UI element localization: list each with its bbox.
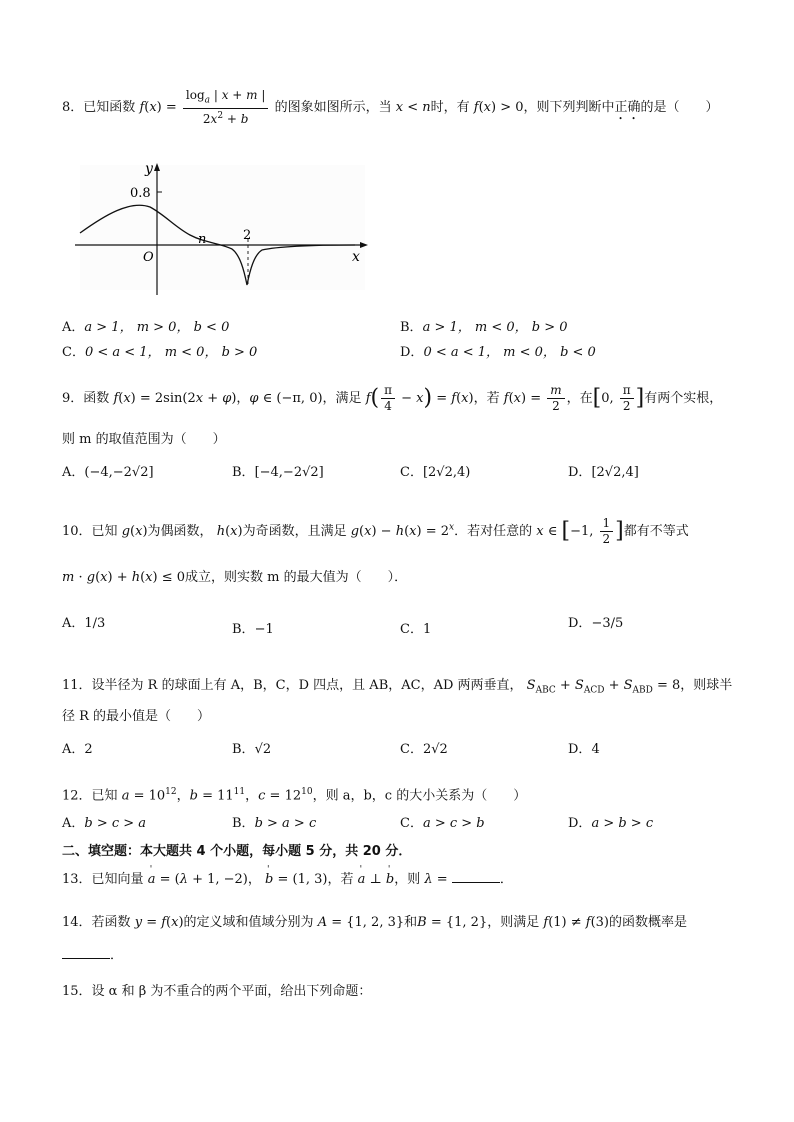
q9-option-a[interactable]: A．(−4,−2√2]: [62, 465, 154, 480]
graph-background: [80, 165, 365, 290]
q10-option-a[interactable]: A．1/3: [62, 616, 106, 631]
q10-option-b[interactable]: B．−1: [232, 622, 274, 637]
q10-stem: 10．已知 g(x)为偶函数， h(x)为奇函数，且满足 $g(x) - h(x) = 2^x$．若对任意的 x ∈ [−1, $\frac{1}{2}$ ]都有不等式: [62, 516, 689, 546]
q9-option-b[interactable]: B．[−4,−2√2]: [232, 465, 324, 480]
q15-number: 15．: [62, 984, 92, 999]
q8-option-d[interactable]: D．0 < a < 1， m < 0， b < 0: [400, 345, 596, 360]
q12-stem: 12．已知 $a = 10^{12}$，$b = 11^{11}$，$c = 12^{10}$，则 a，b，c 的大小关系为（ ）: [62, 787, 527, 804]
q8-emphasis: 正确: [614, 100, 641, 116]
q8-function-fraction: $\frac{\log_a | x + m |}{2x^2 + b}$: [183, 88, 269, 127]
q10-stem-line2: m · g(x) + h(x) ≤ 0成立，则实数 m 的最大值为（ ）．: [62, 570, 408, 585]
q13-stem: 13．已知向量 ' a = (λ + 1, −2)， ' b = (1, 3)，若 ' a ⊥ ' b，则 λ = ．: [62, 870, 513, 890]
q9-number: 9．: [62, 391, 84, 406]
section-heading-fill-in: 二、填空题：本大题共 4 个小题，每小题 5 分，共 20 分．: [62, 844, 412, 859]
q8-stem: 8．已知函数 f(x) = $\frac{\log_a | x + m |}{2x^2 + b}$ 的图象如图所示，当 x < n时，有 f(x) > 0，则下列判断中正确的是（ ）: [62, 88, 719, 127]
q13-number: 13．: [62, 872, 92, 887]
q12-option-a[interactable]: A．b > c > a: [62, 816, 147, 831]
q15-stem: 15．设 α 和 β 为不重合的两个平面，给出下列命题：: [62, 984, 372, 999]
q11-option-a[interactable]: A．2: [62, 742, 93, 757]
q9-stem: 9．函数 f(x) = 2sin(2x + φ)，φ ∈ (−π, 0)，满足 f( $\frac{\pi}{4}$ − x) = f(x)，若 f(x) = $\frac{m}{2}$ ，在[0, $\frac{\pi}{2}$ ]有两个实根，: [62, 383, 723, 413]
q14-stem: 14．若函数 y = f(x)的定义域和值域分别为 A = {1, 2, 3}和B = {1, 2}，则满足 f(1) ≠ f(3)的函数概率是: [62, 915, 688, 930]
q14-answer-blank[interactable]: [62, 946, 110, 959]
q12-option-b[interactable]: B．b > a > c: [232, 816, 317, 831]
q11-stem-line2: 径 R 的最小值是（ ）: [62, 709, 211, 724]
q8-option-a[interactable]: A．a > 1， m > 0， b < 0: [62, 320, 230, 335]
x-axis-label: x: [352, 249, 360, 265]
n-label: n: [198, 232, 207, 247]
q8-number: 8．: [62, 100, 84, 116]
q9-option-d[interactable]: D．[2√2,4]: [568, 465, 639, 480]
y-tick-label: 0.8: [130, 186, 151, 201]
x-tick-label: 2: [243, 228, 252, 243]
origin-label: O: [143, 250, 154, 265]
q8-option-b[interactable]: B．a > 1， m < 0， b > 0: [400, 320, 568, 335]
q10-option-c[interactable]: C．1: [400, 622, 432, 637]
q11-option-b[interactable]: B．√2: [232, 742, 272, 757]
q10-number: 10．: [62, 524, 92, 539]
q14-number: 14．: [62, 915, 92, 930]
q12-option-c[interactable]: C．a > c > b: [400, 816, 485, 831]
q9-stem-line2: 则 m 的取值范围为（ ）: [62, 432, 226, 447]
q9-option-c[interactable]: C．[2√2,4): [400, 465, 471, 480]
q12-option-d[interactable]: D．a > b > c: [568, 816, 654, 831]
q8-option-c[interactable]: C．0 < a < 1， m < 0， b > 0: [62, 345, 258, 360]
q12-number: 12．: [62, 788, 92, 804]
y-axis-label: y: [145, 161, 153, 177]
q11-option-c[interactable]: C．2√2: [400, 742, 448, 757]
q10-option-d[interactable]: D．−3/5: [568, 616, 624, 631]
q14-stem-line2: ．: [62, 946, 123, 966]
q11-stem: 11．设半径为 R 的球面上有 A，B，C，D 四点，且 AB，AC，AD 两两垂直， $S_{ABC} + S_{ACD} + S_{ABD} = 8$，则球半: [62, 678, 733, 696]
q8-function-graph: [70, 155, 370, 305]
q13-answer-blank[interactable]: [452, 870, 500, 883]
q11-option-d[interactable]: D．4: [568, 742, 600, 757]
q11-number: 11．: [62, 678, 92, 693]
